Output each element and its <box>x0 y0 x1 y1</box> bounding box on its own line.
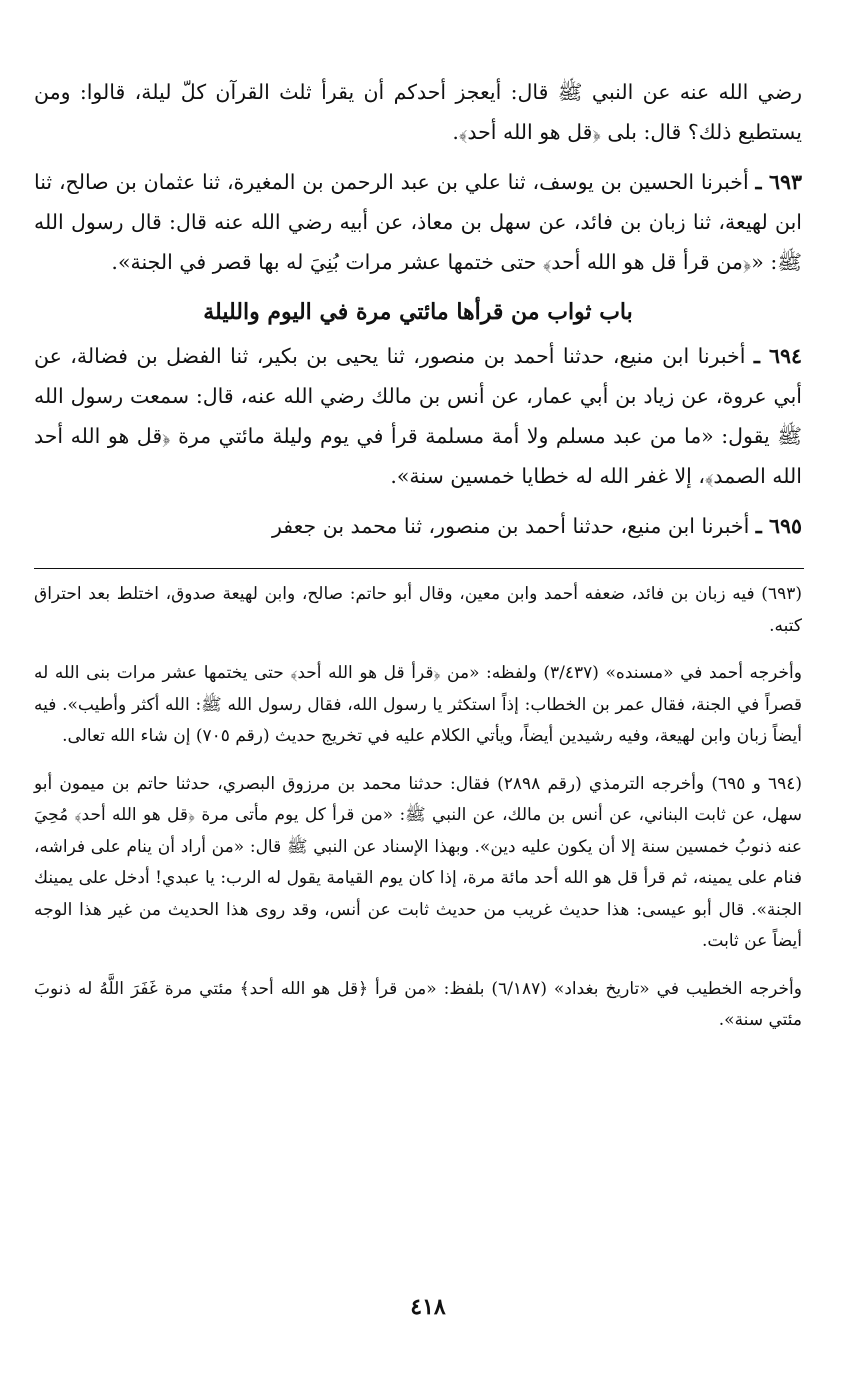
hadith-694 <box>34 336 802 496</box>
hadith-695-number: ٦٩٥ ـ <box>755 514 802 538</box>
footnote-693-ahmad: وأخرجه أحمد في «مسنده» (٣/٤٣٧) ولفظه: «من ﴿قرأ قل هو الله أحد﴾ حتى يختمها عشر مرات بنى الله له قصراً في الجنة، فقال عمر بن الخطاب: إذاً استكثر يا رسول الله، فقال رسول الله ﷺ: الله أكثر وأطيب». فيه أيضاً زبان وابن لهيعة، وفيه رشيدين أيضاً، ويأتي الكلام عليه في تخريج حديث (رقم ٧٠٥) إن شاء الله تعالى. <box>34 663 802 746</box>
hadith-695 <box>34 506 802 546</box>
footnote-694-695: (٦٩٤ و ٦٩٥) وأخرجه الترمذي (رقم ٢٨٩٨) فقال: حدثنا محمد بن مرزوق البصري، حدثنا حاتم بن ميمون أبو سهل، عن ثابت البناني، عن أنس بن مالك، عن النبي ﷺ: «من قرأ كل يوم مأتى مرة ﴿قل هو الله أحد﴾ مُحِيَ عنه ذنوبُ خمسين سنة إلا أن يكون عليه دين». وبهذا الإسناد عن النبي ﷺ قال: «من أراد أن ينام على فراشه، فنام على يمينه، ثم قرأ قل هو الله أحد مائة مرة، إذا كان يوم القيامة يقول له الرب: يا عبدي! أدخل على يمينك الجنة». قال أبو عيسى: هذا حديث غريب من حديث ثابت عن أنس، وقد روى هذا الحديث من غير هذا الوجه أيضاً عن ثابت. <box>34 773 802 951</box>
hadith-694-number: ٦٩٤ ـ <box>753 344 802 368</box>
main-text <box>34 72 802 546</box>
hadith-693-number: ٦٩٣ ـ <box>755 170 802 194</box>
page-body <box>34 72 802 1053</box>
hadith-693 <box>34 162 802 282</box>
page-number: ٤١٨ <box>410 1294 446 1320</box>
hadith-693-text: أخبرنا الحسين بن يوسف، ثنا علي بن عبد الرحمن بن المغيرة، ثنا عثمان بن صالح، ثنا ابن لهيعة، ثنا زبان بن فائد، عن سهل بن معاذ، عن أبيه رضي الله عنه قال: قال رسول الله ﷺ: «﴿من قرأ قل هو الله أحد﴾ حتى ختمها عشر مرات بُنِيَ له بها قصر في الجنة». <box>34 170 802 274</box>
paragraph-continuation: رضي الله عنه عن النبي ﷺ قال: أيعجز أحدكم أن يقرأ ثلث القرآن كلّ ليلة، قالوا: ومن يستطيع ذلك؟ قال: بلى ﴿قل هو الله أحد﴾. <box>34 80 802 144</box>
hadith-695-text: أخبرنا ابن منيع، حدثنا أحمد بن منصور، ثنا محمد بن جعفر <box>271 514 750 538</box>
footnote-693: (٦٩٣) فيه زبان بن فائد، ضعفه أحمد وابن معين، وقال أبو حاتم: صالح، وابن لهيعة صدوق، اختلط بعد احتراق كتبه. <box>34 584 802 636</box>
chapter-title: باب ثواب من قرأها مائتي مرة في اليوم والليلة <box>203 299 633 325</box>
footnote-divider <box>34 568 804 569</box>
footnotes <box>34 579 802 1037</box>
footnote-khatib: وأخرجه الخطيب في «تاريخ بغداد» (٦/١٨٧) بلفظ: «من قرأ ﴿قل هو الله أحد﴾ مئتي مرة غَفَرَ اللَّهُ له ذنوبَ مئتي سنة». <box>34 978 802 1030</box>
hadith-694-text: أخبرنا ابن منيع، حدثنا أحمد بن منصور، ثنا يحيى بن بكير، ثنا الفضل بن فضالة، عن أبي عروة، عن زياد بن أبي عمار، عن أنس بن مالك رضي الله عنه، قال: سمعت رسول الله ﷺ يقول: «ما من عبد مسلم ولا أمة مسلمة قرأ في يوم وليلة مائتي مرة ﴿قل هو الله أحد الله الصمد﴾، إلا غفر الله له خطايا خمسين سنة». <box>34 344 802 488</box>
